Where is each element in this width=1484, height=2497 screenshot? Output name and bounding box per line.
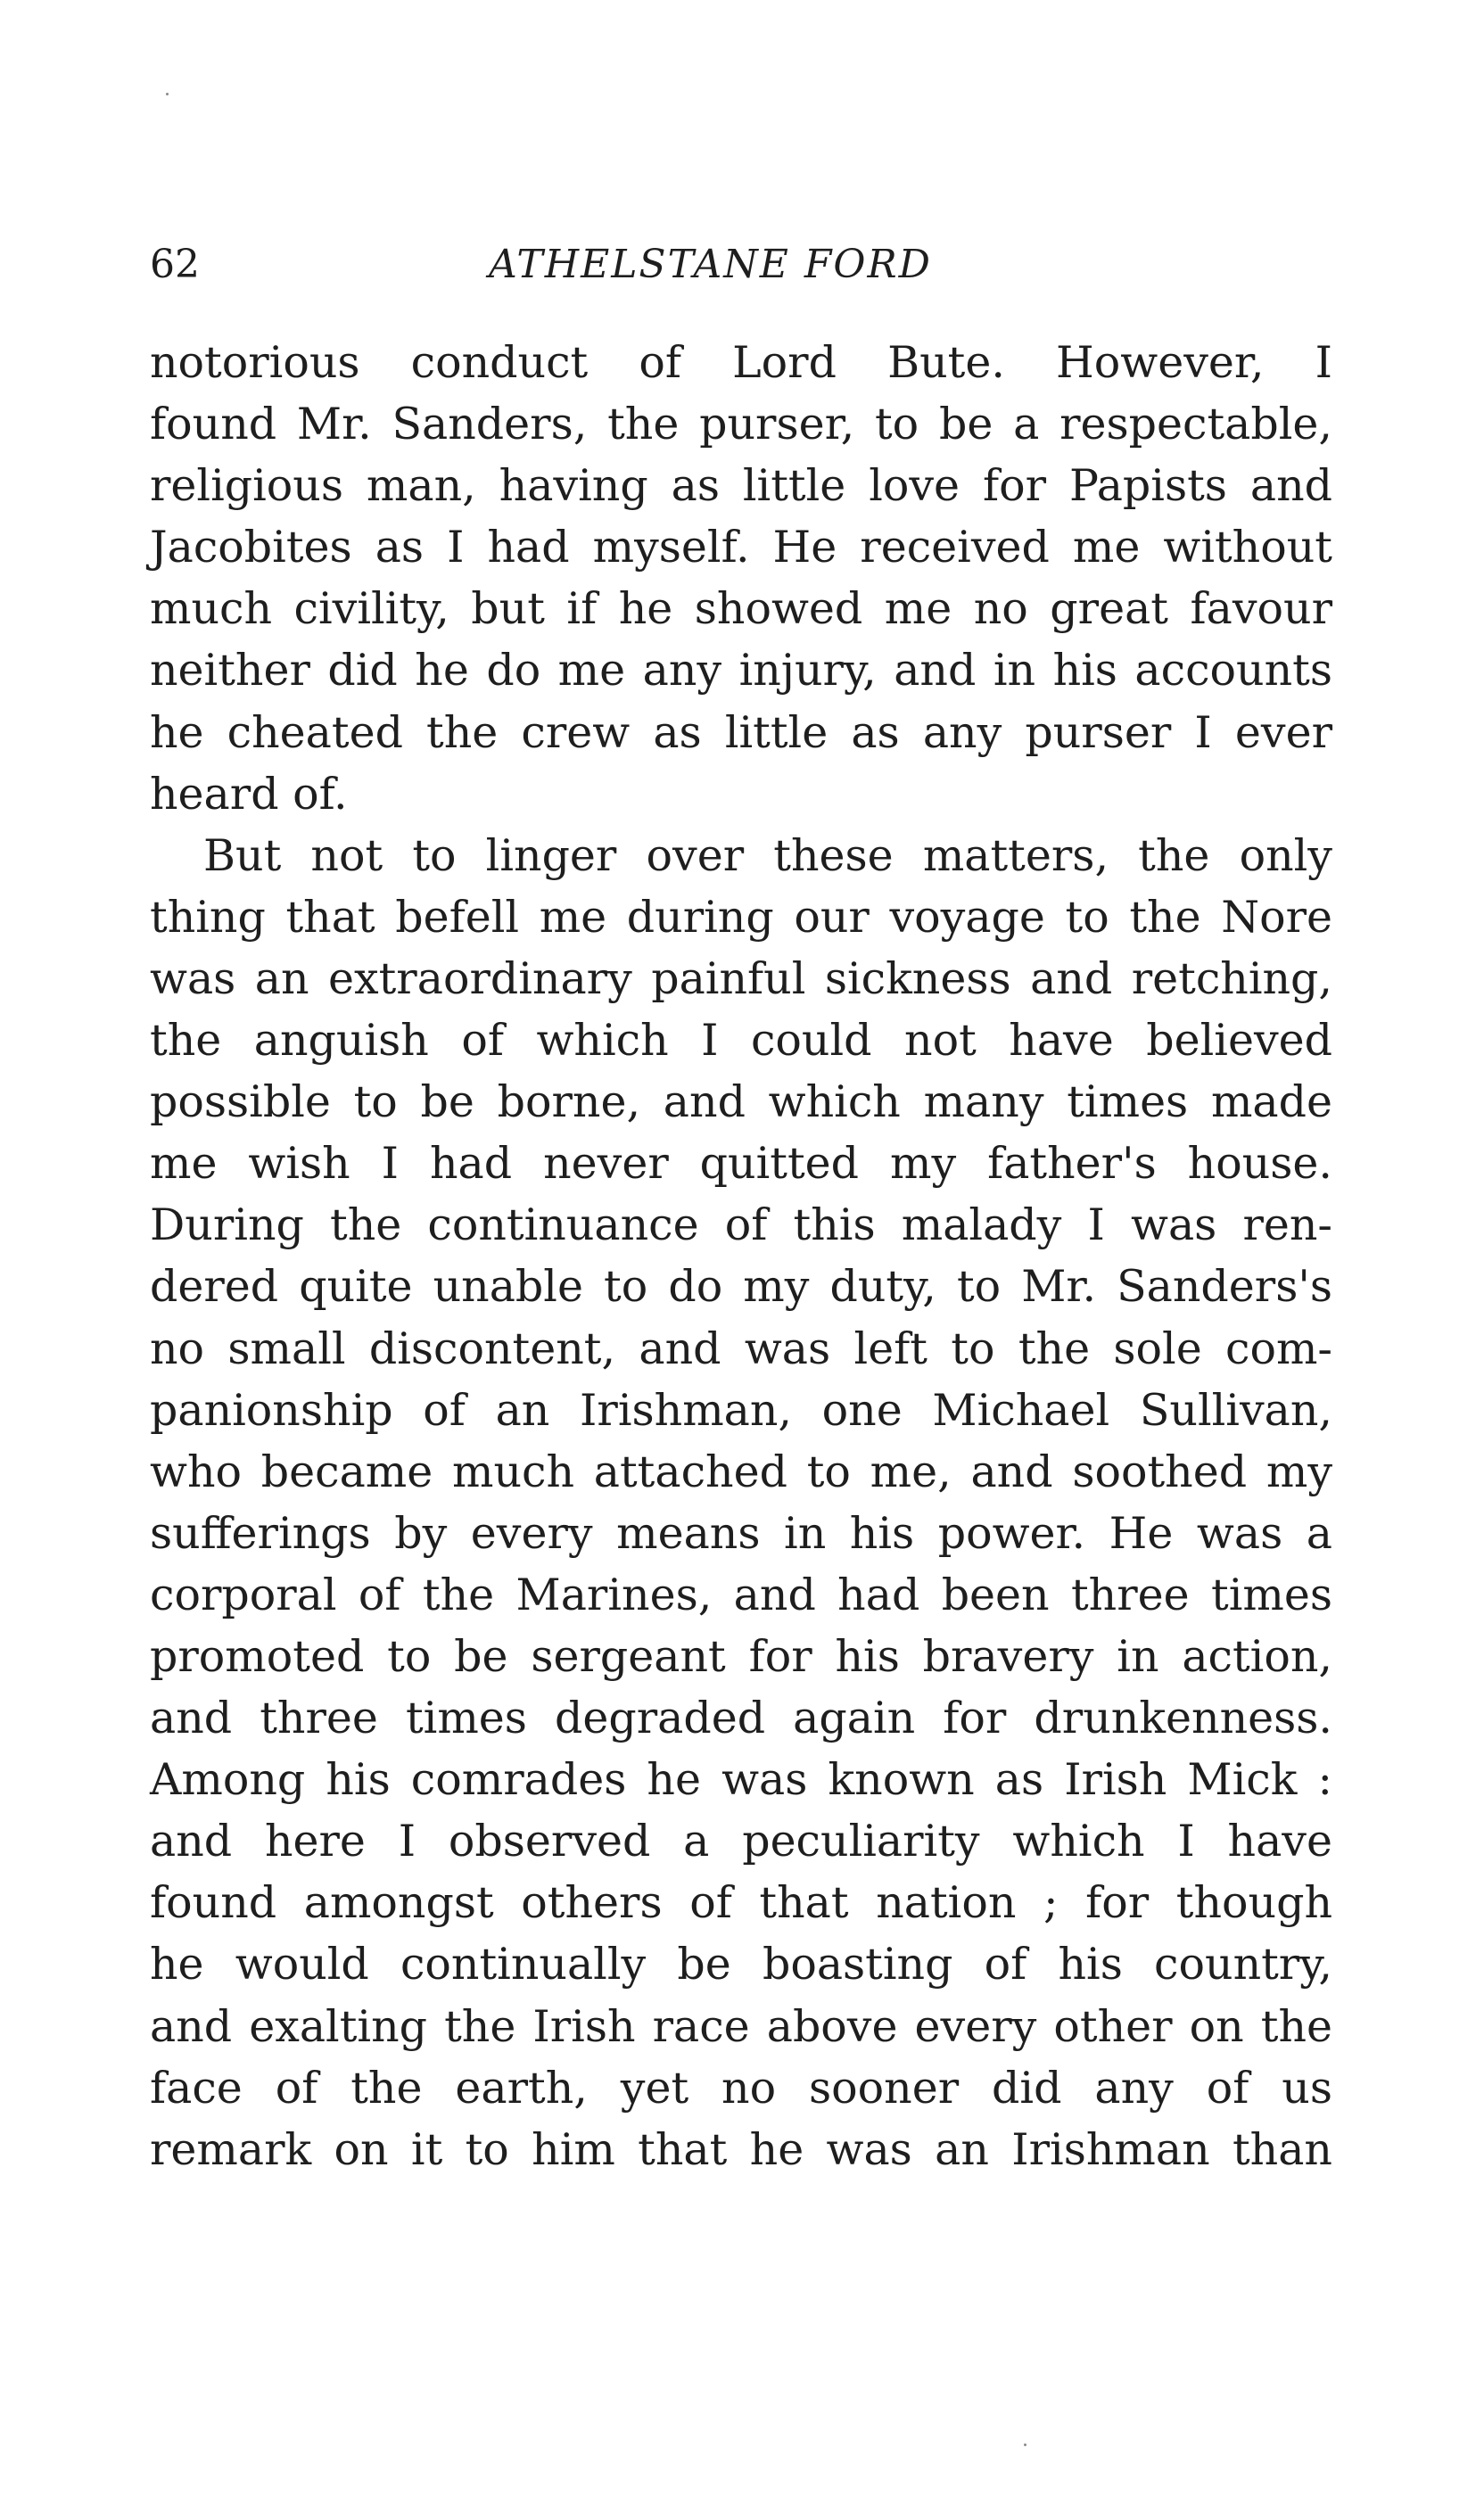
- text-line: thing that befell me during our voyage to the Nore: [150, 891, 1332, 943]
- text-line: he would continually be boasting of his country,: [150, 1939, 1332, 1990]
- text-line: promoted to be sergeant for his bravery in action,: [150, 1630, 1332, 1682]
- text-line: found amongst others of that nation ; for though: [150, 1877, 1332, 1929]
- text-line: and three times degraded again for drunkenness.: [150, 1693, 1332, 1744]
- text-line: remark on it to him that he was an Irishman than: [150, 2123, 1332, 2175]
- paper-speck: [1024, 2443, 1026, 2446]
- text-line: possible to be borne, and which many times made: [150, 1076, 1332, 1128]
- text-line: heard of.: [150, 768, 348, 820]
- text-line: During the continuance of this malady I was ren-: [150, 1199, 1332, 1251]
- text-line: found Mr. Sanders, the purser, to be a respectable,: [150, 399, 1332, 450]
- paragraph-start-line: But not to linger over these matters, the only: [203, 829, 1332, 881]
- text-line: panionship of an Irishman, one Michael Sullivan,: [150, 1384, 1332, 1436]
- text-line: notorious conduct of Lord Bute. However, I: [150, 337, 1332, 388]
- text-line: corporal of the Marines, and had been three times: [150, 1569, 1332, 1620]
- page-number: 62: [150, 242, 200, 287]
- text-line: Among his comrades he was known as Irish Mick :: [150, 1754, 1332, 1806]
- text-line: and exalting the Irish race above every other on the: [150, 2000, 1332, 2052]
- text-line: dered quite unable to do my duty, to Mr. Sanders's: [150, 1261, 1332, 1313]
- text-line: much civility, but if he showed me no great favour: [150, 583, 1332, 635]
- text-line: sufferings by every means in his power. He was a: [150, 1507, 1332, 1559]
- page-header: [150, 234, 1332, 296]
- paper-speck: [166, 93, 169, 95]
- text-line: religious man, having as little love for Papists and: [150, 460, 1332, 512]
- text-line: was an extraordinary painful sickness and retching,: [150, 952, 1332, 1004]
- text-line: Jacobites as I had myself. He received me without: [150, 522, 1332, 573]
- running-head: ATHELSTANE FORD: [489, 242, 932, 287]
- text-line: and here I observed a peculiarity which I have: [150, 1816, 1332, 1867]
- text-line: me wish I had never quitted my father's house.: [150, 1138, 1332, 1190]
- text-line: neither did he do me any injury, and in his accounts: [150, 645, 1332, 696]
- body-text: [150, 332, 1332, 2180]
- text-line: face of the earth, yet no sooner did any of us: [150, 2062, 1332, 2114]
- text-line: he cheated the crew as little as any purser I ever: [150, 706, 1332, 758]
- text-line: the anguish of which I could not have believed: [150, 1015, 1332, 1067]
- text-line: no small discontent, and was left to the sole com-: [150, 1323, 1332, 1374]
- text-line: who became much attached to me, and soothed my: [150, 1446, 1332, 1497]
